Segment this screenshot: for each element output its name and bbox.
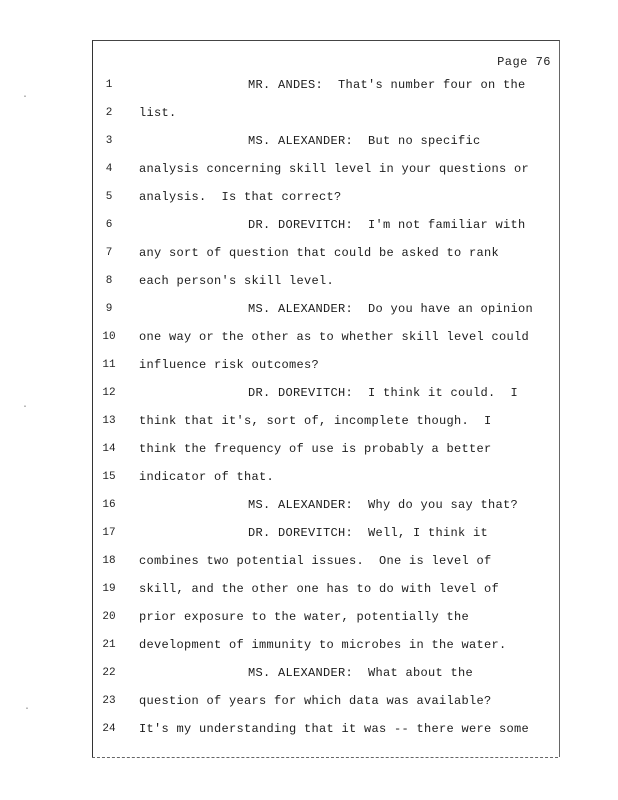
- line-text: MR. ANDES: That's number four on the: [248, 78, 526, 92]
- transcript-line: [93, 411, 559, 431]
- line-number: 9: [105, 303, 113, 315]
- page-bottom-rule: [92, 757, 558, 758]
- line-text: analysis concerning skill level in your questions or: [139, 162, 530, 176]
- line-number: 12: [102, 387, 116, 399]
- line-number: 6: [105, 219, 113, 231]
- line-number: 4: [105, 163, 113, 175]
- transcript-line: [93, 383, 559, 403]
- transcript-line: [93, 607, 559, 627]
- transcript-line: [93, 551, 559, 571]
- line-text: DR. DOREVITCH: Well, I think it: [248, 526, 489, 540]
- line-number: 13: [102, 415, 116, 427]
- scan-speck: ·: [22, 92, 29, 103]
- line-text: any sort of question that could be asked to rank: [139, 246, 500, 260]
- transcript-line: [93, 271, 559, 291]
- line-number: 19: [102, 583, 116, 595]
- line-text: indicator of that.: [139, 470, 275, 484]
- transcript-line: [93, 243, 559, 263]
- transcript-line: [93, 215, 559, 235]
- transcript-line: [93, 467, 559, 487]
- line-number: 11: [102, 359, 116, 371]
- line-number: 23: [102, 695, 116, 707]
- line-text: list.: [139, 106, 177, 120]
- line-text: MS. ALEXANDER: Why do you say that?: [248, 498, 519, 512]
- transcript-line: [93, 103, 559, 123]
- transcript-line: [93, 495, 559, 515]
- transcript-line: [93, 187, 559, 207]
- line-text: development of immunity to microbes in the water.: [139, 638, 507, 652]
- line-text: MS. ALEXANDER: But no specific: [248, 134, 481, 148]
- line-text: skill, and the other one has to do with level of: [139, 582, 500, 596]
- line-text: think the frequency of use is probably a better: [139, 442, 492, 456]
- transcript-line: [93, 439, 559, 459]
- line-text: It's my understanding that it was -- there were some: [139, 722, 530, 736]
- transcript-line: [93, 719, 559, 739]
- line-text: MS. ALEXANDER: What about the: [248, 666, 474, 680]
- line-text: question of years for which data was available?: [139, 694, 492, 708]
- line-number: 2: [105, 107, 113, 119]
- line-text: prior exposure to the water, potentially the: [139, 610, 470, 624]
- transcript-line: [93, 355, 559, 375]
- line-text: DR. DOREVITCH: I think it could. I: [248, 386, 519, 400]
- line-text: MS. ALEXANDER: Do you have an opinion: [248, 302, 534, 316]
- transcript-line: [93, 327, 559, 347]
- transcript-line: [93, 691, 559, 711]
- line-number: 16: [102, 499, 116, 511]
- line-number: 18: [102, 555, 116, 567]
- transcript-line: [93, 131, 559, 151]
- line-number: 10: [102, 331, 116, 343]
- line-number: 21: [102, 639, 116, 651]
- page-number: Page 76: [497, 55, 551, 69]
- transcript-line: [93, 299, 559, 319]
- line-number: 20: [102, 611, 116, 623]
- scan-speck: ·: [24, 704, 31, 715]
- scan-speck: ·: [22, 402, 29, 413]
- transcript-page: [92, 40, 560, 757]
- transcript-line: [93, 75, 559, 95]
- transcript-line: [93, 579, 559, 599]
- transcript-line: [93, 663, 559, 683]
- line-number: 24: [102, 723, 116, 735]
- line-number: 7: [105, 247, 113, 259]
- line-number: 22: [102, 667, 116, 679]
- line-number: 15: [102, 471, 116, 483]
- line-number: 14: [102, 443, 116, 455]
- line-number: 5: [105, 191, 113, 203]
- line-text: influence risk outcomes?: [139, 358, 320, 372]
- line-text: analysis. Is that correct?: [139, 190, 342, 204]
- line-text: DR. DOREVITCH: I'm not familiar with: [248, 218, 526, 232]
- line-text: each person's skill level.: [139, 274, 335, 288]
- transcript-line: [93, 635, 559, 655]
- line-text: combines two potential issues. One is level of: [139, 554, 492, 568]
- line-number: 17: [102, 527, 116, 539]
- line-number: 1: [105, 79, 113, 91]
- line-text: think that it's, sort of, incomplete though. I: [139, 414, 492, 428]
- line-number: 8: [105, 275, 113, 287]
- transcript-line: [93, 523, 559, 543]
- line-text: one way or the other as to whether skill level could: [139, 330, 530, 344]
- transcript-line: [93, 159, 559, 179]
- line-number: 3: [105, 135, 113, 147]
